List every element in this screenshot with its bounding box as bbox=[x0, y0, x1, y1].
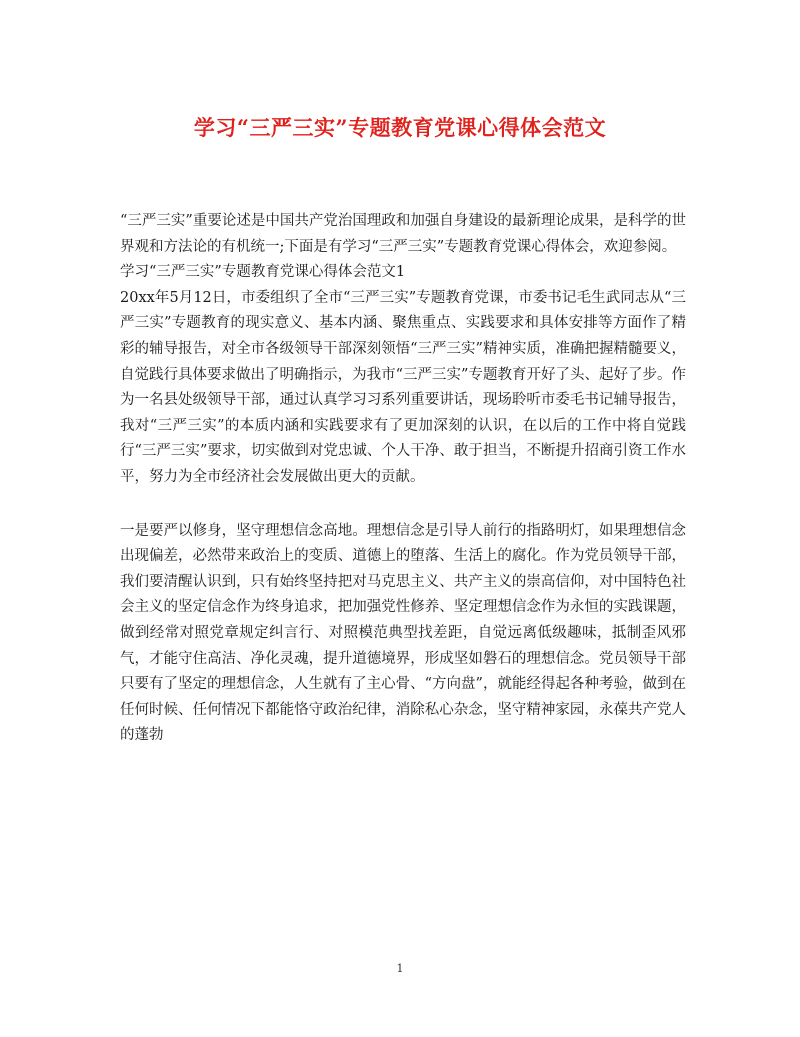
body-paragraph-2: 一是要严以修身，坚守理想信念高地。理想信念是引导人前行的指路明灯，如果理想信念出现偏差，必然带来政治上的变质、道德上的堕落、生活上的腐化。作为党员领导干部，我们要清醒认识到，只有始终坚持把对马克思主义、共产主义的崇高信仰，对中国特色社会主义的坚定信念作为终身追求，把加强党性修养、坚定理想信念作为永恒的实践课题，做到经常对照党章规定纠言行、对照模范典型找差距，自觉远离低级趣味，抵制歪风邪气，才能守住高洁、净化灵魂，提升道德境界，形成坚如磐石的理想信念。党员领导干部只要有了坚定的理想信念，人生就有了主心骨、“方向盘”，就能经得起各种考验，做到在任何时候、任何情况下都能恪守政治纪律，消除私心杂念，坚守精神家园，永葆共产党人的蓬勃 bbox=[120, 522, 686, 744]
document-title: 学习“三严三实”专题教育党课心得体会范文 bbox=[193, 115, 607, 140]
paragraph-gap bbox=[120, 491, 686, 519]
section-heading: 学习“三严三实”专题教育党课心得体会范文1 bbox=[120, 264, 406, 281]
document-body bbox=[120, 209, 686, 749]
intro-paragraph: “三严三实”重要论述是中国共产党治国理政和加强自身建设的最新理论成果，是科学的世界观和方法论的有机统一;下面是有学习“三严三实”专题教育党课心得体会，欢迎参阅。 bbox=[120, 213, 686, 255]
page-number: 1 bbox=[396, 962, 404, 975]
body-paragraph-1: 20xx年5月12日，市委组织了全市“三严三实”专题教育党课，市委书记毛生武同志从“三严三实”专题教育的现实意义、基本内涵、聚焦重点、实践要求和具体安排等方面作了精彩的辅导报告，对全市各级领导干部深刻领悟“三严三实”精神实质，准确把握精髓要义，自觉践行具体要求做出了明确指示，为我市“三严三实”专题教育开好了头、起好了步。作为一名县处级领导干部，通过认真学习习系列重要讲话，现场聆听市委毛书记辅导报告，我对“三严三实”的本质内涵和实践要求有了更加深刻的认识，在以后的工作中将自觉践行“三严三实”要求，切实做到对党忠诚、个人干净、敢于担当，不断提升招商引资工作水平，努力为全市经济社会发展做出更大的贡献。 bbox=[120, 289, 686, 485]
